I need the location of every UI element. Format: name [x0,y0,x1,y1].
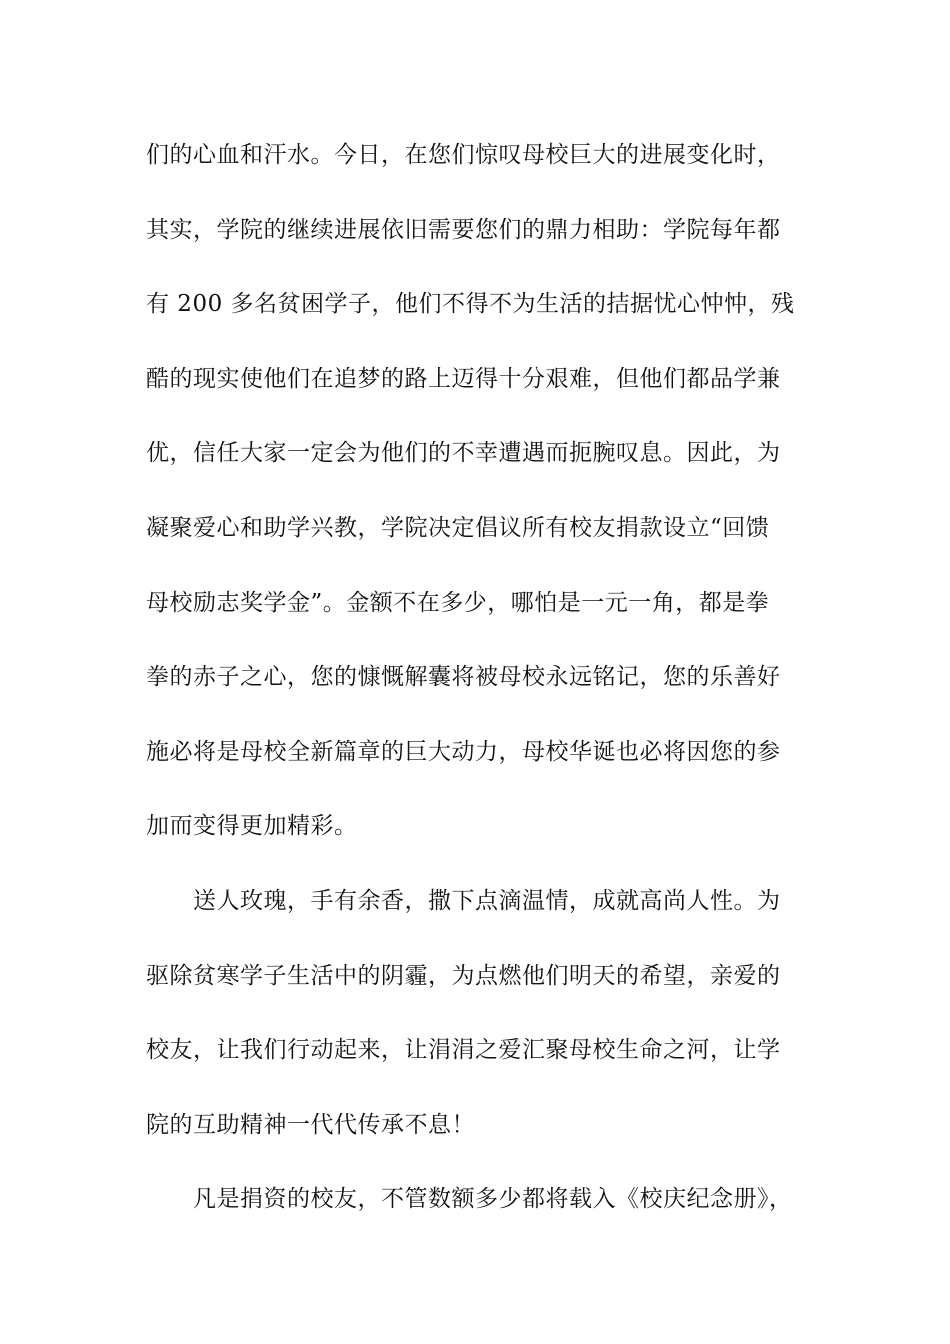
body-text [146,128,818,1247]
text-line: 施必将是母校全新篇章的巨大动力，母校华诞也必将因您的参 [146,738,781,765]
text-line: 驱除贫寒学子生活中的阴霾，为点燃他们明天的希望，亲爱的 [146,962,781,989]
text-line: 拳的赤子之心，您的慷慨解囊将被母校永远铭记，您的乐善好 [146,664,781,691]
text-line: 母校励志奖学金”。金额不在多少，哪怕是一元一角，都是拳 [146,589,770,616]
text-line: 凝聚爱心和助学兴教，学院决定倡议所有校友捐款设立“回馈 [146,514,770,541]
text-line: 酷的现实使他们在追梦的路上迈得十分艰难，但他们都品学兼 [146,365,781,392]
text-line: 其实，学院的继续进展依旧需要您们的鼎力相助：学院每年都 [146,216,781,243]
text-line: 优，信任大家一定会为他们的不幸遭遇而扼腕叹息。因此，为 [146,440,781,467]
text-line: 加而变得更加精彩。 [146,813,358,840]
text-line-paragraph-start: 凡是捐资的校友，不管数额多少都将载入《校庆纪念册》， [193,1186,793,1213]
text-line: 有 200 多名贫困学子，他们不得不为生活的拮据忧心忡忡，残 [146,291,795,318]
text-line: 校友，让我们行动起来，让涓涓之爱汇聚母校生命之河，让学 [146,1037,781,1064]
text-line: 院的互助精神一代代传承不息！ [146,1111,475,1138]
text-line: 们的心血和汗水。今日，在您们惊叹母校巨大的进展变化时， [146,142,781,168]
text-line-paragraph-start: 送人玫瑰，手有余香，撒下点滴温情，成就高尚人性。为 [193,887,781,914]
